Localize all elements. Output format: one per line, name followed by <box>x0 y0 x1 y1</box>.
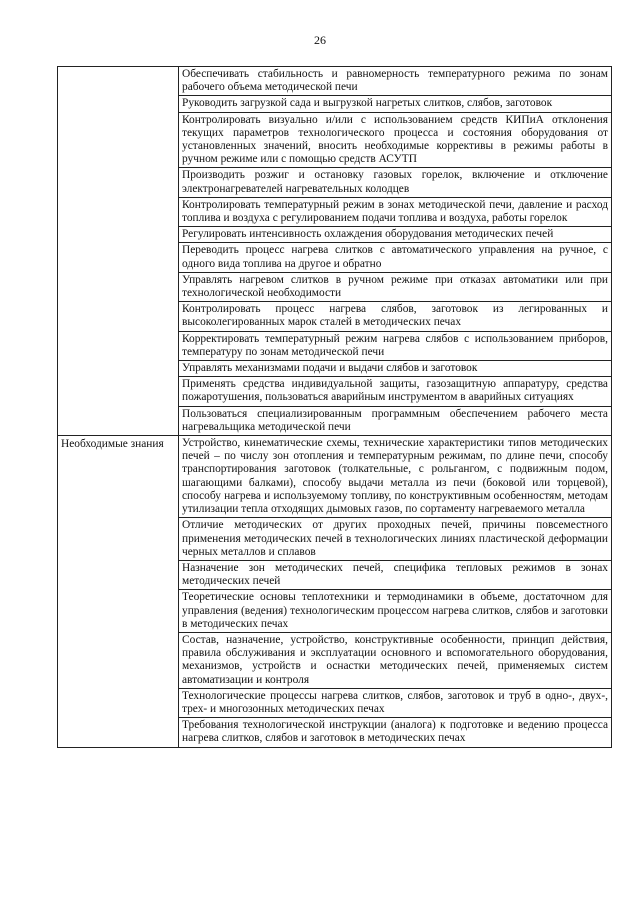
requirement-cell: Требования технологической инструкции (аналога) к подготовке и ведению процесса нагрева слитков, слябов и заготовок в методических печах <box>179 718 612 747</box>
requirement-cell: Контролировать визуально и/или с использованием средств КИПиА отклонения текущих параметров технологического процесса и состояния оборудования от установленных значений, вносить необходимые коррективы в режимы работы в ручном режиме или с помощью средств АСУТП <box>179 112 612 168</box>
table-row <box>58 436 612 518</box>
requirement-cell: Переводить процесс нагрева слитков с автоматического управления на ручное, с одного вида топлива на другое и обратно <box>179 243 612 272</box>
requirement-cell: Контролировать процесс нагрева слябов, заготовок из легированных и высоколегированных марок сталей в методических печах <box>179 302 612 331</box>
page-number: 26 <box>314 33 326 47</box>
requirement-cell: Устройство, кинематические схемы, технические характеристики типов методических печей – по числу зон отопления и температурным режимам, по длине печи, способу транспортирования заготовок (толкательные, с рольгангом, с подвижным подом, шагающими балками), способу выдачи металла из печи (боковой или торцевой), способу нагрева и используемому топливу, по конструктивным особенностям, методам утилизации тепла отходящих дымовых газов, по сортаменту нагреваемого металла <box>179 436 612 518</box>
section-label: Необходимые знания <box>58 436 179 747</box>
requirement-cell: Управлять нагревом слитков в ручном режиме при отказах автоматики или при технологической необходимости <box>179 272 612 301</box>
requirement-cell: Регулировать интенсивность охлаждения оборудования методических печей <box>179 227 612 243</box>
requirement-cell: Управлять механизмами подачи и выдачи слябов и заготовок <box>179 361 612 377</box>
table-row <box>58 67 612 96</box>
requirement-cell: Обеспечивать стабильность и равномерность температурного режима по зонам рабочего объема методической печи <box>179 67 612 96</box>
requirement-cell: Теоретические основы теплотехники и термодинамики в объеме, достаточном для управления (ведения) технологическим процессом нагрева слитков, слябов и заготовки в методических печах <box>179 590 612 633</box>
requirement-cell: Производить розжиг и остановку газовых горелок, включение и отключение электронагревателей нагревательных колодцев <box>179 168 612 197</box>
requirement-cell: Состав, назначение, устройство, конструктивные особенности, принцип действия, правила обслуживания и эксплуатации основного и вспомогательного оборудования, механизмов, устройств и оснастки методических печей, применяемых систем автоматизации и контроля <box>179 632 612 688</box>
requirement-cell: Контролировать температурный режим в зонах методической печи, давление и расход топлива и воздуха с регулированием подачи топлива и воздуха, работы горелок <box>179 197 612 226</box>
requirement-cell: Отличие методических от других проходных печей, причины повсеместного применения методических печей в технологических линиях пластической деформации черных металлов и сплавов <box>179 518 612 561</box>
requirement-cell: Корректировать температурный режим нагрева слябов с использованием приборов, температуру по зонам методической печи <box>179 331 612 360</box>
requirement-cell: Руководить загрузкой сада и выгрузкой нагретых слитков, слябов, заготовок <box>179 96 612 112</box>
requirement-cell: Пользоваться специализированным программным обеспечением рабочего места нагревальщика методической печи <box>179 406 612 435</box>
requirement-cell: Технологические процессы нагрева слитков, слябов, заготовок и труб в одно-, двух-, трех- и многозонных методических печах <box>179 688 612 717</box>
requirement-cell: Назначение зон методических печей, специфика тепловых режимов в зонах методических печей <box>179 560 612 589</box>
requirements-table <box>57 66 612 748</box>
section-label <box>58 67 179 436</box>
requirement-cell: Применять средства индивидуальной защиты, газозащитную аппаратуру, средства пожаротушения, пользоваться аварийным инструментом в аварийных ситуациях <box>179 377 612 406</box>
